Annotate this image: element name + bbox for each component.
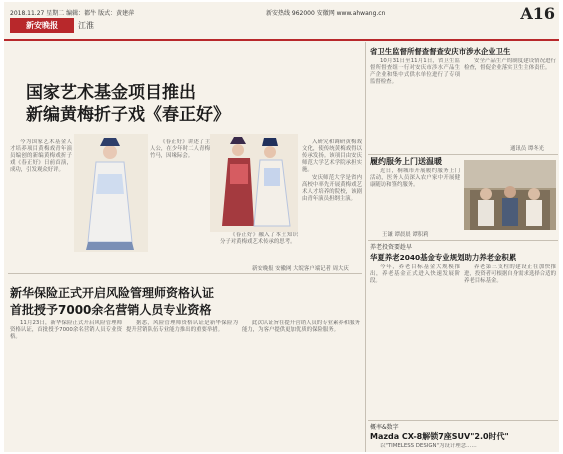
art6-kicker: 概率&数字 — [370, 424, 399, 431]
article-divider-4 — [368, 420, 558, 421]
service-photo — [464, 160, 556, 230]
opera-photo-2 — [210, 134, 298, 232]
art6-body: 以"TIMELESS DESIGN"为设计理念…… — [380, 443, 477, 449]
header-rule — [4, 39, 559, 41]
newspaper-logo: 新安晚报 — [10, 18, 74, 33]
art3-col2: 安全产品生产的制度建设情况进行检查，督促企业落实卫生主体责任。 — [464, 58, 556, 71]
contact-meta: 新安热线 962000 安徽网 www.ahwang.cn — [266, 10, 386, 17]
art1-byline: 新安晚报 安徽网 大皖客户端记者 周大庆 — [252, 266, 349, 272]
art5-kicker: 养老投资要趁早 — [370, 244, 413, 251]
art1-col2: 《春正好》讲述了主人公，在少年时二人青梅竹马，因缘际会。 — [150, 139, 210, 159]
opera-performers-2-icon — [210, 134, 298, 232]
newspaper-page — [4, 2, 559, 452]
art3-byline: 通讯员 谭冬光 — [510, 146, 545, 152]
column-divider — [365, 42, 366, 452]
art4-byline: 王谦 谭晨晨 谭积莉 — [382, 232, 429, 238]
page-number: A16 — [520, 4, 555, 23]
art1-col4: 入研究和调研黄梅戏文化，使传统黄梅戏得以传承发扬。该项目由安庆师范大学艺术学院承担实施。 安庆师范大学是省内高校中率先开展黄梅戏艺术人才培养的院校，该剧由青年演员担纲主演。 — [302, 139, 362, 202]
art6-title: Mazda CX-8解锁7座SUV"2.0时代" — [370, 432, 509, 441]
page-header — [4, 2, 559, 42]
section-name: 江淮 — [78, 21, 94, 30]
art1-title-line1: 国家艺术基金项目推出 — [26, 83, 196, 103]
issue-date-line: 2018.11.27 星期二 编辑：都牛 版式：黄建萍 — [10, 10, 135, 17]
art5-col1: 今年，养老目标基金大规模推出，养老基金正式进入快速发展阶段。 — [370, 264, 460, 284]
art2-col3: 此次认证旨在提升营销人员的专业素养和服务能力，为客户提供更加优质的保险服务。 — [242, 320, 360, 333]
article-divider-2 — [368, 154, 558, 155]
art3-col1: 10月31日至11月1日，省卫生监督所督查组一行对安庆市涉水产品生产企业和集中式供水单位进行了专项监督检查。 — [370, 58, 460, 85]
opera-performer-1-icon — [74, 134, 148, 252]
opera-photo-1 — [74, 134, 148, 252]
art1-col1: 今为国家艺术基金人才培养项目黄梅戏青年演员编创的新编黄梅戏折子戏《春正好》日前首演，成功，引发观众好评。 — [10, 139, 72, 173]
art4-body: 近日，桐城市开展履约服务上门活动，医务人员深入农户家中开展健康随访和签约服务。 — [370, 168, 460, 188]
art2-title-line1: 新华保险正式开启风险管理师资格认证 — [10, 286, 215, 300]
art2-col2: 据悉，风险管理师资格认证是新华保险为提升营销队伍专业能力推出的重要举措。 — [126, 320, 238, 333]
art5-title: 华夏养老2040基金专业规划助力养老金积累 — [370, 253, 517, 262]
art2-col1: 11月23日，新华保险正式开启风险管理师资格认证，首批授予7000余名营销人员专业资格。 — [10, 320, 122, 340]
article-divider-3 — [368, 240, 558, 241]
art5-col2: 养老第三支柱的建设正在加快推进，投资者可根据自身需求选择合适的养老目标基金。 — [464, 264, 556, 284]
visit-scene-icon — [464, 160, 556, 230]
article-divider-1 — [8, 273, 362, 274]
art1-col3: 《春正好》融入了本土知识分子对黄梅戏艺术传承的思考。 — [220, 232, 298, 245]
art3-title: 省卫生监督所督查督查安庆市涉水企业卫生 — [370, 47, 511, 56]
art4-title: 履约服务上门送温暖 — [370, 157, 442, 166]
art1-title-line2: 新编黄梅折子戏《春正好》 — [26, 105, 230, 125]
art2-title-line2: 首批授予7000余名营销人员专业资格 — [10, 303, 212, 317]
